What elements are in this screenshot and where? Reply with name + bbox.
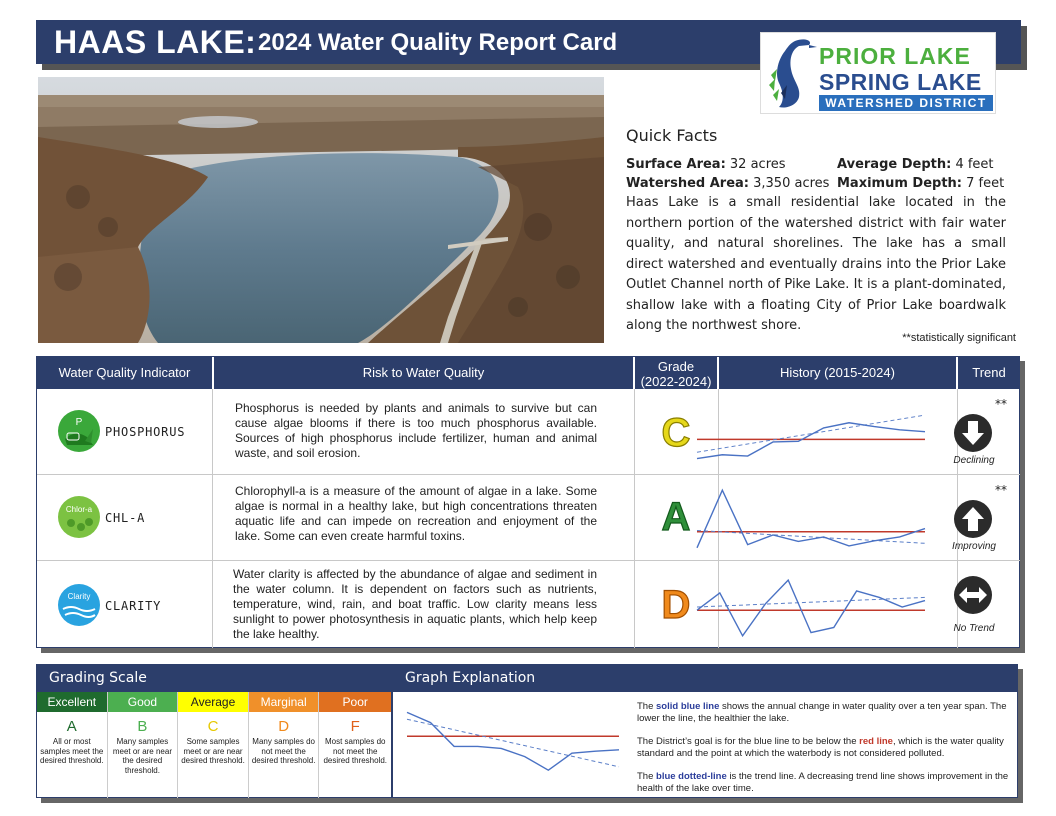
grade-level-letter: A — [66, 718, 77, 735]
header-grade — [635, 357, 717, 389]
header-grade-years: (2022-2024) — [640, 374, 712, 389]
clarity-icon — [57, 583, 101, 627]
avg-depth-value: 4 feet — [951, 157, 994, 172]
history-blue-line — [407, 712, 619, 770]
svg-text:P: P — [75, 417, 83, 428]
chlorophyll-icon — [57, 495, 101, 539]
indicator-name: CHL-A — [105, 511, 146, 525]
grade-level-letter: F — [350, 718, 360, 735]
max-depth-value: 7 feet — [962, 176, 1005, 191]
header-indicator: Water Quality Indicator — [37, 357, 212, 389]
indicator-name: PHOSPHORUS — [105, 425, 186, 439]
graph-explanation-title: Graph Explanation — [393, 665, 1017, 692]
grade-letter: C — [661, 411, 691, 455]
trend-label: Declining — [953, 455, 995, 466]
grade-level-desc: Many samples meet or are near the desired threshold. — [112, 737, 172, 775]
grade-level — [319, 692, 391, 798]
watershed-area-value: 3,350 acres — [749, 176, 830, 191]
example-chart — [403, 705, 623, 781]
phosphorus-history-chart — [693, 397, 929, 469]
facts-row-2 — [626, 174, 1006, 193]
surface-area-label: Surface Area: — [626, 157, 726, 172]
avg-depth-label: Average Depth: — [837, 157, 952, 172]
grade-level-desc: Many samples do not meet the desired threshold. — [251, 737, 316, 765]
grade-level-desc: Some samples meet or are near desired threshold. — [181, 737, 245, 765]
logo-line-1: PRIOR LAKE — [819, 43, 971, 69]
grading-scale — [36, 664, 392, 798]
trend-label: Improving — [952, 541, 996, 552]
max-depth-label: Maximum Depth: — [837, 176, 963, 191]
grade-level-desc: All or most samples meet the desired threshold. — [40, 737, 104, 765]
history-blue-line — [697, 490, 925, 548]
logo-line-2: SPRING LAKE — [819, 69, 982, 95]
svg-text:Chlor-a: Chlor-a — [65, 505, 93, 514]
header-risk: Risk to Water Quality — [214, 357, 633, 389]
quick-facts-title: Quick Facts — [626, 126, 718, 145]
clarity-history-chart — [693, 571, 929, 643]
grade-level-label: Good — [108, 692, 178, 712]
grade-letter: D — [661, 583, 691, 627]
graph-explanation-text — [637, 701, 1013, 806]
grade-level — [178, 692, 249, 798]
svg-text:Clarity: Clarity — [67, 592, 91, 601]
grade-level-letter: C — [207, 718, 219, 735]
explanation-solid-line: The solid blue line shows the annual change in water quality over a ten year span. The lower the line, the healthier the lake. — [637, 701, 1007, 724]
grade-letter: A — [661, 495, 691, 539]
facts-row-1 — [626, 155, 1006, 174]
grade-level — [108, 692, 179, 798]
header-history: History (2015-2024) — [719, 357, 956, 389]
significance-marker: ** — [995, 397, 1007, 411]
history-blue-line — [697, 423, 925, 459]
grade-level-label: Marginal — [249, 692, 319, 712]
grade-level-letter: D — [278, 718, 290, 735]
surface-area-value: 32 acres — [725, 157, 786, 172]
water-quality-table — [36, 356, 1020, 648]
arrow-up-icon — [953, 499, 993, 539]
header-grade-label: Grade — [657, 359, 695, 374]
grade-level-label: Average — [178, 692, 248, 712]
arrow-left-right-icon — [953, 575, 993, 615]
grading-scale-title: Grading Scale — [37, 665, 391, 692]
risk-text: Chlorophyll-a is a measure of the amount of algae in a lake. Some algae is normal in a healthy lake, but high concentrations threaten aquatic life and can impede on recreation and enjoyment of the lake. Some can even create harmful toxins. — [235, 484, 597, 543]
indicator-name: CLARITY — [105, 599, 162, 613]
trend-dotted-line — [407, 719, 619, 767]
grade-level-label: Excellent — [37, 692, 107, 712]
grading-levels — [37, 692, 391, 798]
lake-aerial-photo — [38, 77, 604, 343]
risk-text: Water clarity is affected by the abundance of algae and sediment in the water column. It is dependent on factors such as nutrients, temperature, wind, rain, and boat traffic. Low clarity means less sunlight to power photosynthesis in aquatic plants, which help keep the lake healthy. — [233, 567, 597, 641]
grade-level — [37, 692, 108, 798]
quick-facts — [626, 126, 1006, 337]
lake-name: HAAS LAKE: — [54, 24, 257, 60]
grade-level-letter: B — [137, 718, 148, 735]
grade-level — [249, 692, 320, 798]
grade-level-label: Poor — [319, 692, 391, 712]
trend-label: No Trend — [953, 623, 995, 634]
significance-marker: ** — [995, 483, 1007, 497]
lake-description: Haas Lake is a small residential lake located in the northern portion of the watershed district with fair water quality, and natural shorelines. The lake has a small direct watershed and eventually drains into the Prior Lake Outlet Channel north of Pike Lake. It is a plant-dominated, shallow lake with a floating City of Prior Lake boardwalk along the northwest shore. — [626, 195, 1006, 333]
trend-dotted-line — [697, 415, 925, 452]
history-blue-line — [697, 580, 925, 636]
logo-line-3: WATERSHED DISTRICT — [819, 95, 993, 111]
graph-explanation — [392, 664, 1018, 798]
heron-icon — [765, 35, 817, 113]
report-subtitle: 2024 Water Quality Report Card — [258, 29, 618, 56]
watershed-area-label: Watershed Area: — [626, 176, 749, 191]
header-trend: Trend — [958, 357, 1020, 389]
risk-text: Phosphorus is needed by plants and animals to survive but can cause algae blooms if there is too much phosphorus available. Sources of high phosphorus include fertilizer, human and animal waste, and soil erosion. — [235, 401, 597, 460]
district-logo — [760, 32, 996, 114]
statistical-note: **statistically significant — [902, 332, 1016, 344]
explanation-red-line: The District’s goal is for the blue line to be below the red line, which is the water quality standard and the point at which the waterbody is not considered polluted. — [637, 736, 1004, 759]
phosphorus-icon — [57, 409, 101, 453]
grade-level-desc: Most samples do not meet the desired threshold. — [323, 737, 388, 765]
explanation-dotted-line: The blue dotted-line is the trend line. A decreasing trend line shows improvement in the health of the lake over time. — [637, 771, 1009, 794]
chla-history-chart — [693, 483, 929, 555]
arrow-down-icon — [953, 413, 993, 453]
